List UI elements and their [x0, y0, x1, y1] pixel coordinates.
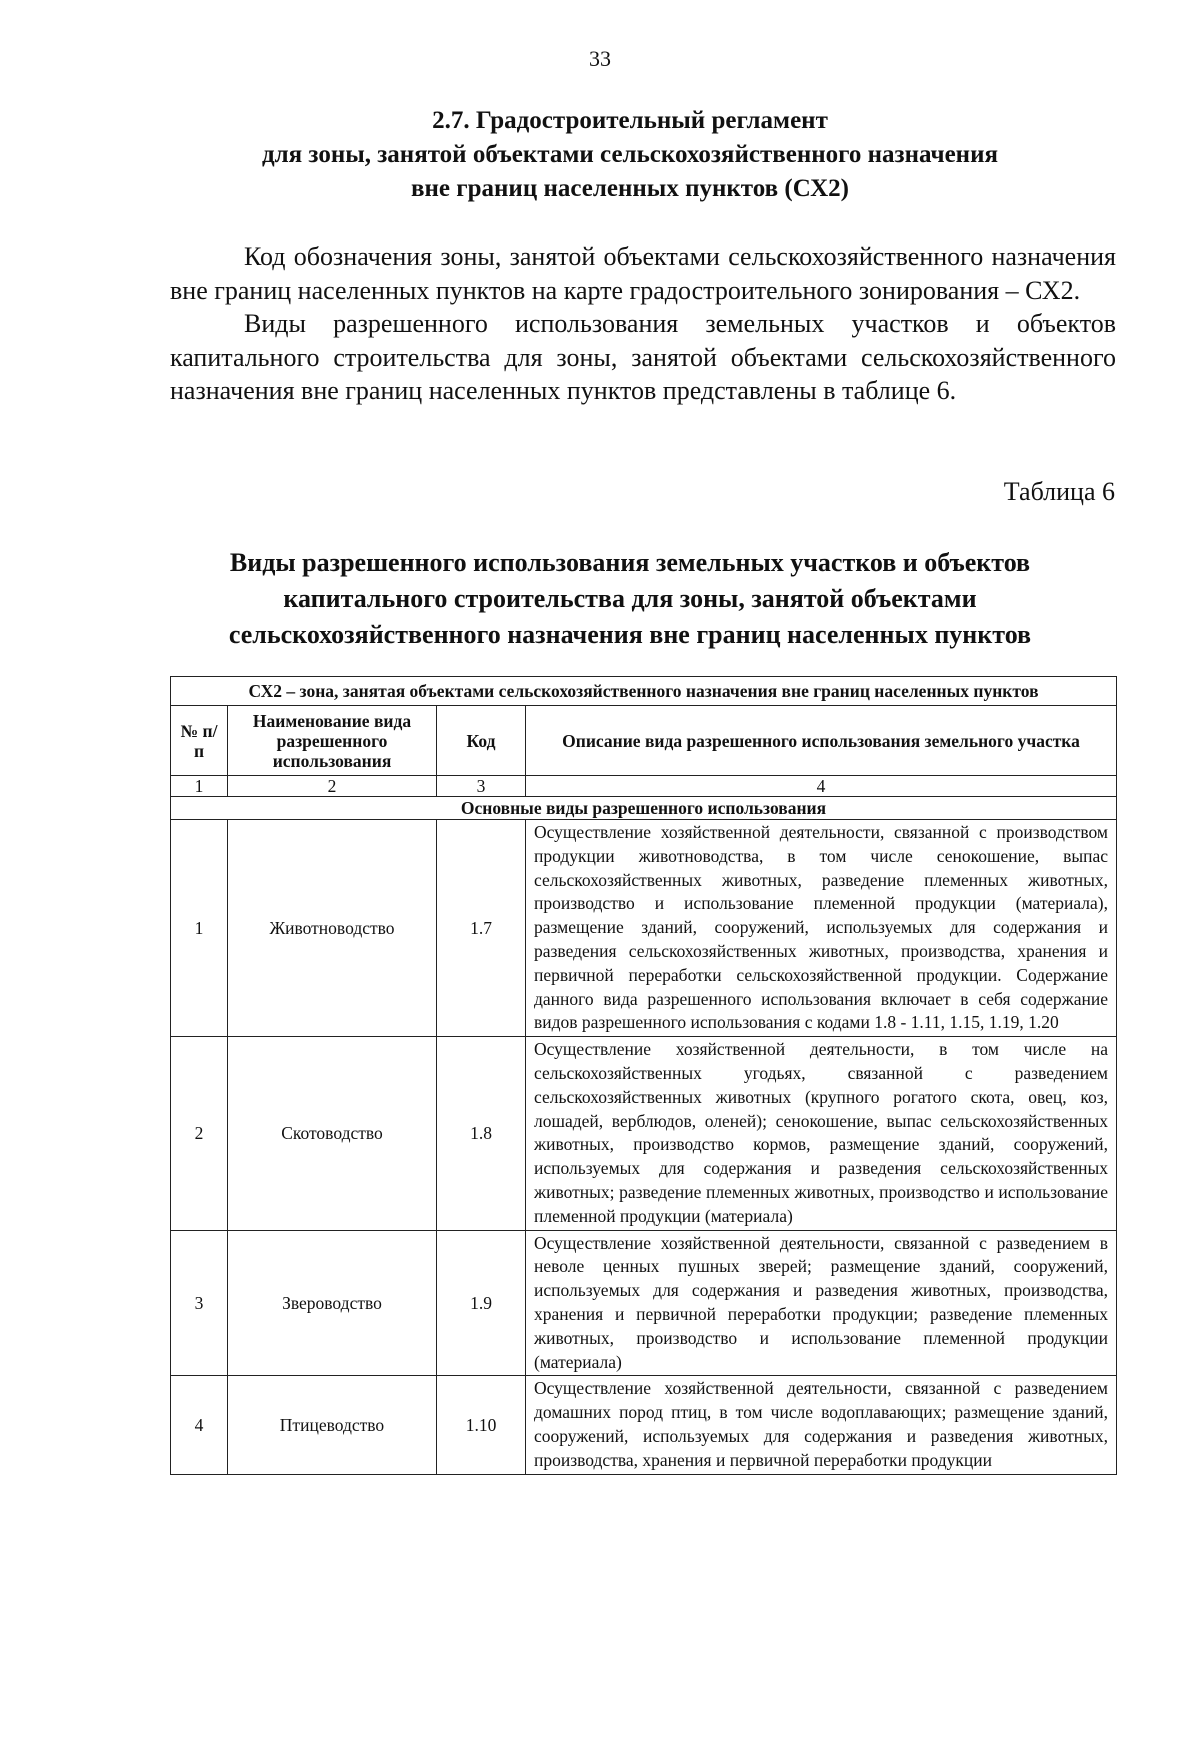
row-num: 3 — [171, 1230, 228, 1376]
row-name: Птицеводство — [228, 1376, 437, 1474]
row-code: 1.10 — [437, 1376, 526, 1474]
section-title-line-1: 2.7. Градостроительный регламент — [432, 107, 828, 134]
row-description: Осуществление хозяйственной деятельности, связанной с разведением в неволе ценных пушных зверей; размещение зданий, сооружений, используемых для содержания и разведения животных, производства, хранения и первичной переработки продукции; разведение племенных животных, производство и использование племенной продукции (материала) — [526, 1230, 1117, 1376]
section-title-line-2: для зоны, занятой объектами сельскохозяйственного назначения — [261, 141, 999, 168]
row-code: 1.8 — [437, 1037, 526, 1230]
row-name: Звероводство — [228, 1230, 437, 1376]
intro-paragraph-2: Виды разрешенного использования земельных участков и объектов капитального строительства для зоны, занятой объектами сельскохозяйственного назначения вне границ населенных пунктов представлены в таблице 6. — [170, 309, 1116, 405]
table-row — [171, 1230, 1117, 1376]
row-description: Осуществление хозяйственной деятельности, связанной с производством продукции животноводства, в том числе сенокошение, выпас сельскохозяйственных животных, разведение племенных животных, производство и использование племенной продукции (материала), размещение зданий, сооружений, используемых для содержания и разведения сельскохозяйственных животных, производства, хранения и первичной переработки сельскохозяйственной продукции. Содержание данного вида разрешенного использования включает в себя содержание видов разрешенного использования с кодами 1.8 - 1.11, 1.15, 1.19, 1.20 — [526, 820, 1117, 1037]
row-code: 1.9 — [437, 1230, 526, 1376]
row-description: Осуществление хозяйственной деятельности, в том числе на сельскохозяйственных угодьях, связанной с разведением сельскохозяйственных животных (крупного рогатого скота, овец, коз, лошадей, верблюдов, оленей); сенокошение, выпас сельскохозяйственных животных, производство кормов, размещение зданий, сооружений, используемых для содержания и разведения сельскохозяйственных животных; разведение племенных животных, производство и использование племенной продукции (материала) — [526, 1037, 1117, 1230]
table-caption: Таблица 6 — [1003, 477, 1115, 506]
table-title-line-1: Виды разрешенного использования земельных участков и объектов — [229, 548, 1031, 577]
zone-header: СХ2 – зона, занятая объектами сельскохозяйственного назначения вне границ населенных пунктов — [171, 677, 1117, 706]
column-header-description: Описание вида разрешенного использования земельного участка — [526, 706, 1117, 776]
section-title — [150, 104, 1110, 206]
table-row — [171, 1376, 1117, 1474]
table-title-line-3: сельскохозяйственного назначения вне границ населенных пунктов — [228, 620, 1032, 649]
column-number-4: 4 — [526, 776, 1117, 797]
row-description: Осуществление хозяйственной деятельности, связанной с разведением домашних пород птиц, в том числе водоплавающих; размещение зданий, сооружений, используемых для содержания и разведения животных, производства, хранения и первичной переработки продукции — [526, 1376, 1117, 1474]
row-num: 1 — [171, 820, 228, 1037]
table-title — [150, 545, 1110, 653]
table-title-line-2: капитального строительства для зоны, занятой объектами — [283, 584, 977, 613]
page-number: 33 — [589, 46, 611, 71]
row-num: 4 — [171, 1376, 228, 1474]
column-number-row — [171, 776, 1117, 797]
column-header-code: Код — [437, 706, 526, 776]
column-number-1: 1 — [171, 776, 228, 797]
table-row — [171, 1037, 1117, 1230]
column-header-name: Наименование вида разрешенного использования — [228, 706, 437, 776]
row-num: 2 — [171, 1037, 228, 1230]
section-label: Основные виды разрешенного использования — [171, 797, 1117, 820]
row-name: Животноводство — [228, 820, 437, 1037]
row-code: 1.7 — [437, 820, 526, 1037]
column-header-num: № п/п — [171, 706, 228, 776]
intro-text — [170, 240, 1116, 408]
row-name: Скотоводство — [228, 1037, 437, 1230]
column-number-3: 3 — [437, 776, 526, 797]
section-title-line-3: вне границ населенных пунктов (СХ2) — [411, 175, 849, 202]
regulation-table — [170, 676, 1117, 1475]
column-number-2: 2 — [228, 776, 437, 797]
table-row — [171, 820, 1117, 1037]
intro-paragraph-1: Код обозначения зоны, занятой объектами сельскохозяйственного назначения вне границ населенных пунктов на карте градостроительного зонирования – СХ2. — [170, 242, 1116, 305]
